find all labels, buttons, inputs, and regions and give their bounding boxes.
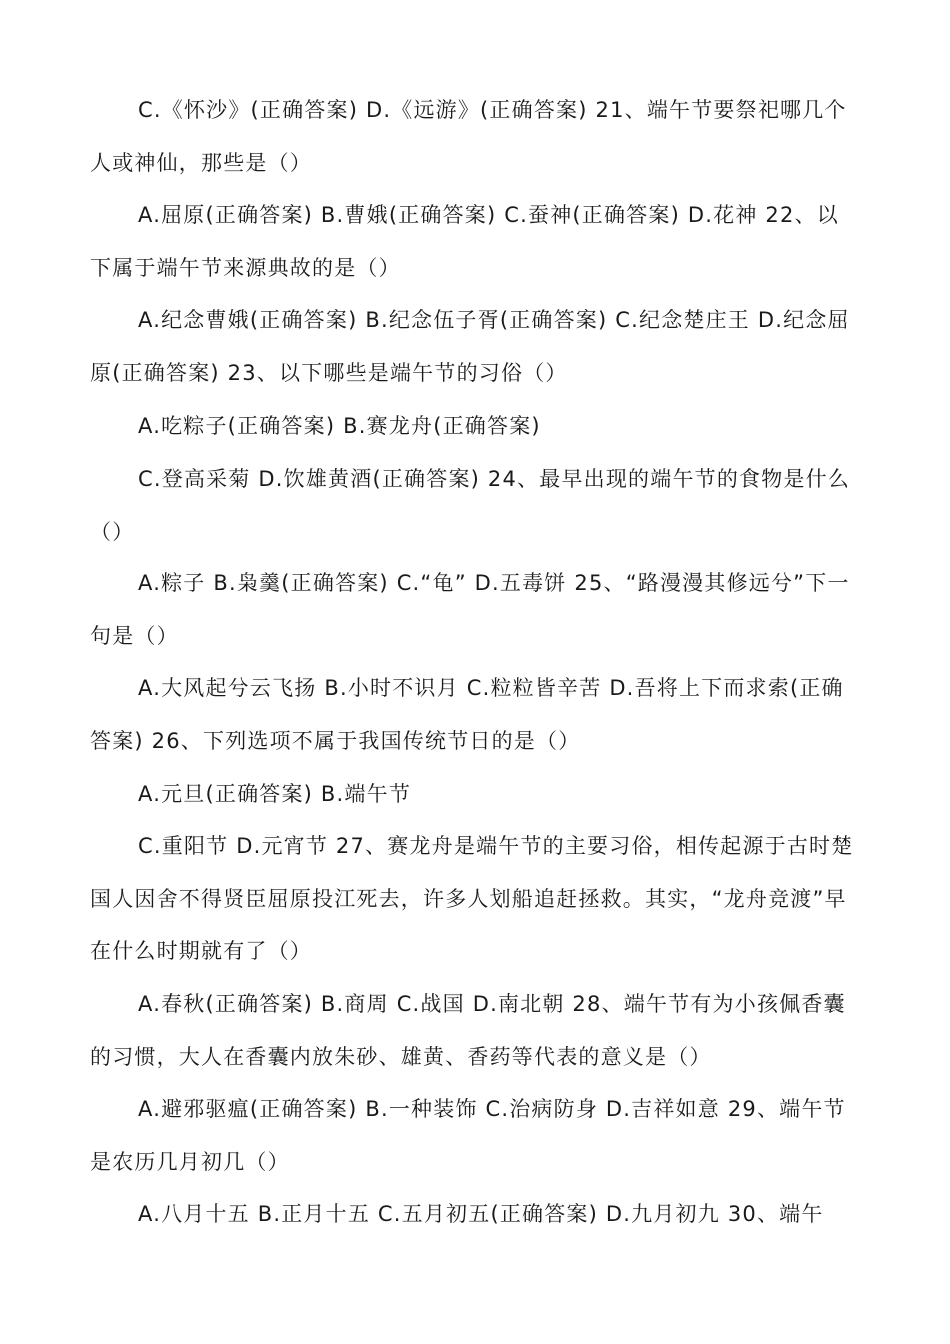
paragraph-q23-options-a: A.吃粽子(正确答案) B.赛龙舟(正确答案): [138, 414, 541, 438]
paragraph-q24-options: A.粽子 B.枭羹(正确答案) C.“龟” D.五毒饼 25、“路漫漫其修远兮”下一句是（）: [90, 571, 850, 648]
paragraph-q27-options: A.春秋(正确答案) B.商周 C.战国 D.南北朝 28、端午节有为小孩佩香囊的习惯，大人在香囊内放朱砂、雄黄、香药等代表的意义是（）: [90, 992, 846, 1069]
paragraph-q26-options-b: C.重阳节 D.元宵节 27、赛龙舟是端午节的主要习俗，相传起源于古时楚国人因舍不得贤臣屈原投江死去，许多人划船追赶拯救。其实，“龙舟竞渡”早在什么时期就有了（）: [90, 834, 854, 963]
paragraph-q29-options: A.八月十五 B.正月十五 C.五月初五(正确答案) D.九月初九 30、端午: [138, 1202, 824, 1226]
paragraph-q21-options: A.屈原(正确答案) B.曹娥(正确答案) C.蚕神(正确答案) D.花神 22、以下属于端午节来源典故的是（）: [90, 203, 839, 280]
paragraph-q23-options-b: C.登高采菊 D.饮雄黄酒(正确答案) 24、最早出现的端午节的食物是什么（）: [90, 467, 851, 544]
paragraph-q21: C.《怀沙》(正确答案) D.《远游》(正确答案) 21、端午节要祭祀哪几个人或神仙，那些是（）: [90, 98, 847, 175]
paragraph-q22-options: A.纪念曹娥(正确答案) B.纪念伍子胥(正确答案) C.纪念楚庄王 D.纪念屈原(正确答案) 23、以下哪些是端午节的习俗（）: [90, 308, 850, 385]
paragraph-q26-options-a: A.元旦(正确答案) B.端午节: [138, 782, 412, 806]
paragraph-q25-options: A.大风起兮云飞扬 B.小时不识月 C.粒粒皆辛苦 D.吾将上下而求索(正确答案) 26、下列选项不属于我国传统节日的是（）: [90, 676, 844, 753]
paragraph-q28-options: A.避邪驱瘟(正确答案) B.一种装饰 C.治病防身 D.吉祥如意 29、端午节是农历几月初几（）: [90, 1097, 846, 1174]
